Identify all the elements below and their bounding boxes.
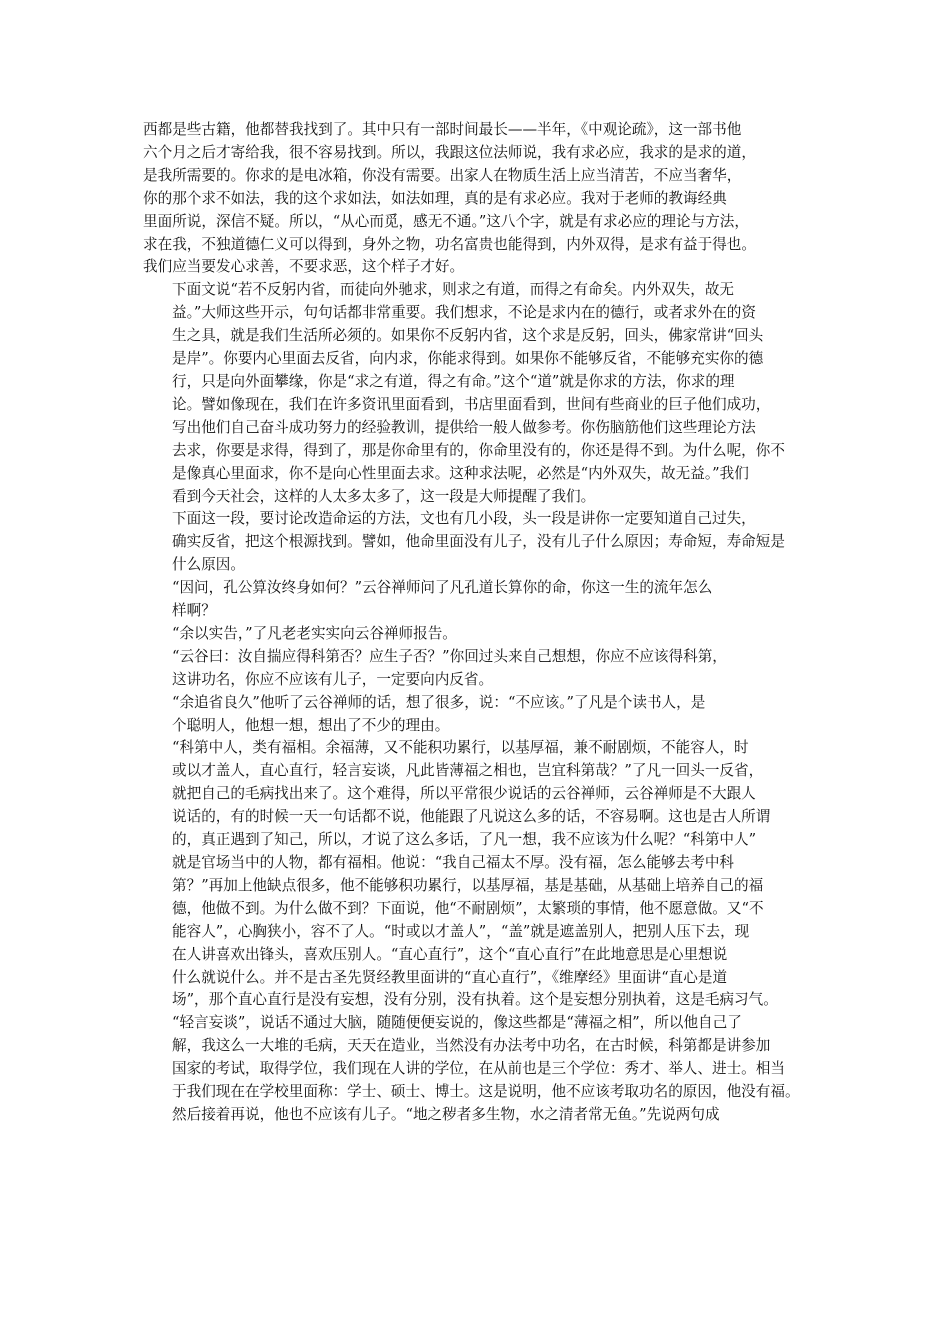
text-line: 你的那个求不如法，我的这个求如法，如法如理，真的是有求必应。我对于老师的教诲经典: [143, 189, 727, 207]
text-line: 里面所说，深信不疑。所以，“从心而觅，感无不通。”这八个字，就是有求必应的理论与方法，: [143, 212, 749, 230]
text-line: 我们应当要发心求善，不要求恶，这个样子才好。: [143, 258, 465, 276]
text-line: 六个月之后才寄给我，很不容易找到。所以，我跟这位法师说，我有求必应，我求的是求的道，: [143, 143, 756, 161]
text-line: 下面这一段，要讨论改造命运的方法，文也有几小段，头一段是讲你一定要知道自己过失，: [172, 510, 756, 528]
text-line: 论。譬如像现在，我们在许多资讯里面看到，书店里面看到，世间有些商业的巨子他们成功，: [172, 395, 771, 413]
text-line: 于我们现在在学校里面称：学士、硕士、博士。这是说明，他不应该考取功名的原因，他没有福。: [172, 1083, 800, 1101]
paragraph: [143, 623, 809, 646]
paragraph: [143, 1104, 809, 1127]
text-line: 是我所需要的。你求的是电冰箱，你没有需要。出家人在物质生活上应当清苦，不应当奢华，: [143, 166, 742, 184]
text-line: 益。”大师这些开示，句句话都非常重要。我们想求，不论是求内在的德行，或者求外在的资: [172, 304, 756, 322]
paragraph: [143, 577, 809, 623]
text-line: 生之具，就是我们生活所必须的。如果你不反躬内省，这个求是反躬，回头，佛家常讲“回头: [172, 327, 764, 345]
paragraph: [143, 692, 809, 738]
text-line: 说话的，有的时候一天一句话都不说，他能跟了凡说这么多的话，不容易啊。这也是古人所谓: [172, 808, 771, 826]
text-line: 这讲功名，你应不应该有儿子，一定要向内反省。: [172, 670, 494, 688]
text-line: “云谷曰：汝自揣应得科第否？应生子否？”你回过头来自己想想，你应不应该得科第，: [172, 647, 727, 665]
text-line: 看到今天社会，这样的人太多太多了，这一段是大师提醒了我们。: [172, 487, 596, 505]
text-line: 德，他做不到。为什么做不到？下面说，他“不耐剧烦”，太繁琐的事情，他不愿意做。又“不: [172, 899, 764, 917]
text-line: 确实反省，把这个根源找到。譬如，他命里面没有儿子，没有儿子什么原因；寿命短，寿命短是: [172, 533, 785, 551]
text-line: 解，我这么一大堆的毛病，天天在造业，当然没有办法考中功名，在古时候，科第都是讲参加: [172, 1037, 771, 1055]
text-line: 是岸”。你要内心里面去反省，向内求，你能求得到。如果你不能够反省，不能够充实你的德: [172, 350, 764, 368]
text-line: 能容人”，心胸狭小，容不了人。“时或以才盖人”，“盖”就是遮盖别人，把别人压下去，现: [172, 922, 750, 940]
paragraph: [143, 119, 809, 279]
paragraph: [143, 508, 809, 577]
text-line: 在人讲喜欢出锋头，喜欢压别人。“直心直行”，这个“直心直行”在此地意思是心里想说: [172, 945, 728, 963]
text-line: 什么就说什么。并不是古圣先贤经教里面讲的“直心直行”，《维摩经》里面讲“直心是道: [172, 968, 728, 986]
text-line: “轻言妄谈”，说话不通过大脑，随随便便妄说的，像这些都是“薄福之相”，所以他自己了: [172, 1014, 742, 1032]
text-line: 什么原因。: [172, 556, 245, 574]
text-line: 个聪明人，他想一想，想出了不少的理由。: [172, 716, 450, 734]
text-line: 求在我，不独道德仁义可以得到，身外之物，功名富贵也能得到，内外双得，是求有益于得也。: [143, 235, 756, 253]
text-line: 场”，那个直心直行是没有妄想，没有分别，没有执着。这个是妄想分别执着，这是毛病习气。: [172, 991, 778, 1009]
text-line: 下面文说“若不反躬内省，而徒向外驰求，则求之有道，而得之有命矣。内外双失，故无: [172, 281, 735, 299]
text-line: 国家的考试，取得学位，我们现在人讲的学位，在从前也是三个学位：秀才、举人、进士。相当: [172, 1060, 785, 1078]
paragraph: [143, 646, 809, 692]
text-line: 然后接着再说，他也不应该有儿子。“地之秽者多生物，水之清者常无鱼。”先说两句成: [172, 1105, 720, 1123]
text-line: “余追省良久”他听了云谷禅师的话，想了很多，说：“不应该。”了凡是个读书人，是: [172, 693, 706, 711]
text-line: 第？”再加上他缺点很多，他不能够积功累行，以基厚福，基是基础，从基础上培养自己的福: [172, 876, 764, 894]
text-line: “余以实告，”了凡老老实实向云谷禅师报告。: [172, 624, 457, 642]
text-line: 或以才盖人，直心直行，轻言妄谈，凡此皆薄福之相也，岂宜科第哉？”了凡一回头一反省，: [172, 762, 764, 780]
text-line: 去求，你要是求得，得到了，那是你命里有的，你命里没有的，你还是得不到。为什么呢，你不: [172, 441, 785, 459]
text-line: 行，只是向外面攀缘，你是“求之有道，得之有命。”这个“道”就是你求的方法，你求的理: [172, 372, 735, 390]
text-line: “科第中人，类有福相。余福薄，又不能积功累行，以基厚福，兼不耐剧烦，不能容人，时: [172, 739, 749, 757]
text-line: 就把自己的毛病找出来了。这个难得，所以平常很少说话的云谷禅师，云谷禅师是不大跟人: [172, 785, 756, 803]
text-line: “因问，孔公算汝终身如何？”云谷禅师问了凡孔道长算你的命，你这一生的流年怎么: [172, 579, 713, 597]
paragraph: [143, 737, 809, 1104]
text-line: 是像真心里面求，你不是向心性里面去求。这种求法呢，必然是“内外双失，故无益。”我们: [172, 464, 749, 482]
paragraph: [143, 279, 809, 508]
text-line: 写出他们自己奋斗成功努力的经验教训，提供给一般人做参考。你伤脑筋他们这些理论方法: [172, 418, 756, 436]
document-page: [143, 119, 809, 1127]
text-line: 样啊？: [172, 602, 216, 620]
text-line: 西都是些古籍，他都替我找到了。其中只有一部时间最长——半年，《中观论疏》，这一部书他: [143, 121, 742, 138]
text-line: 就是官场当中的人物，都有福相。他说：“我自己福太不厚。没有福，怎么能够去考中科: [172, 854, 735, 871]
text-line: 的，真正遇到了知己，所以，才说了这么多话，了凡一想，我不应该为什么呢？“科第中人”: [172, 831, 757, 849]
